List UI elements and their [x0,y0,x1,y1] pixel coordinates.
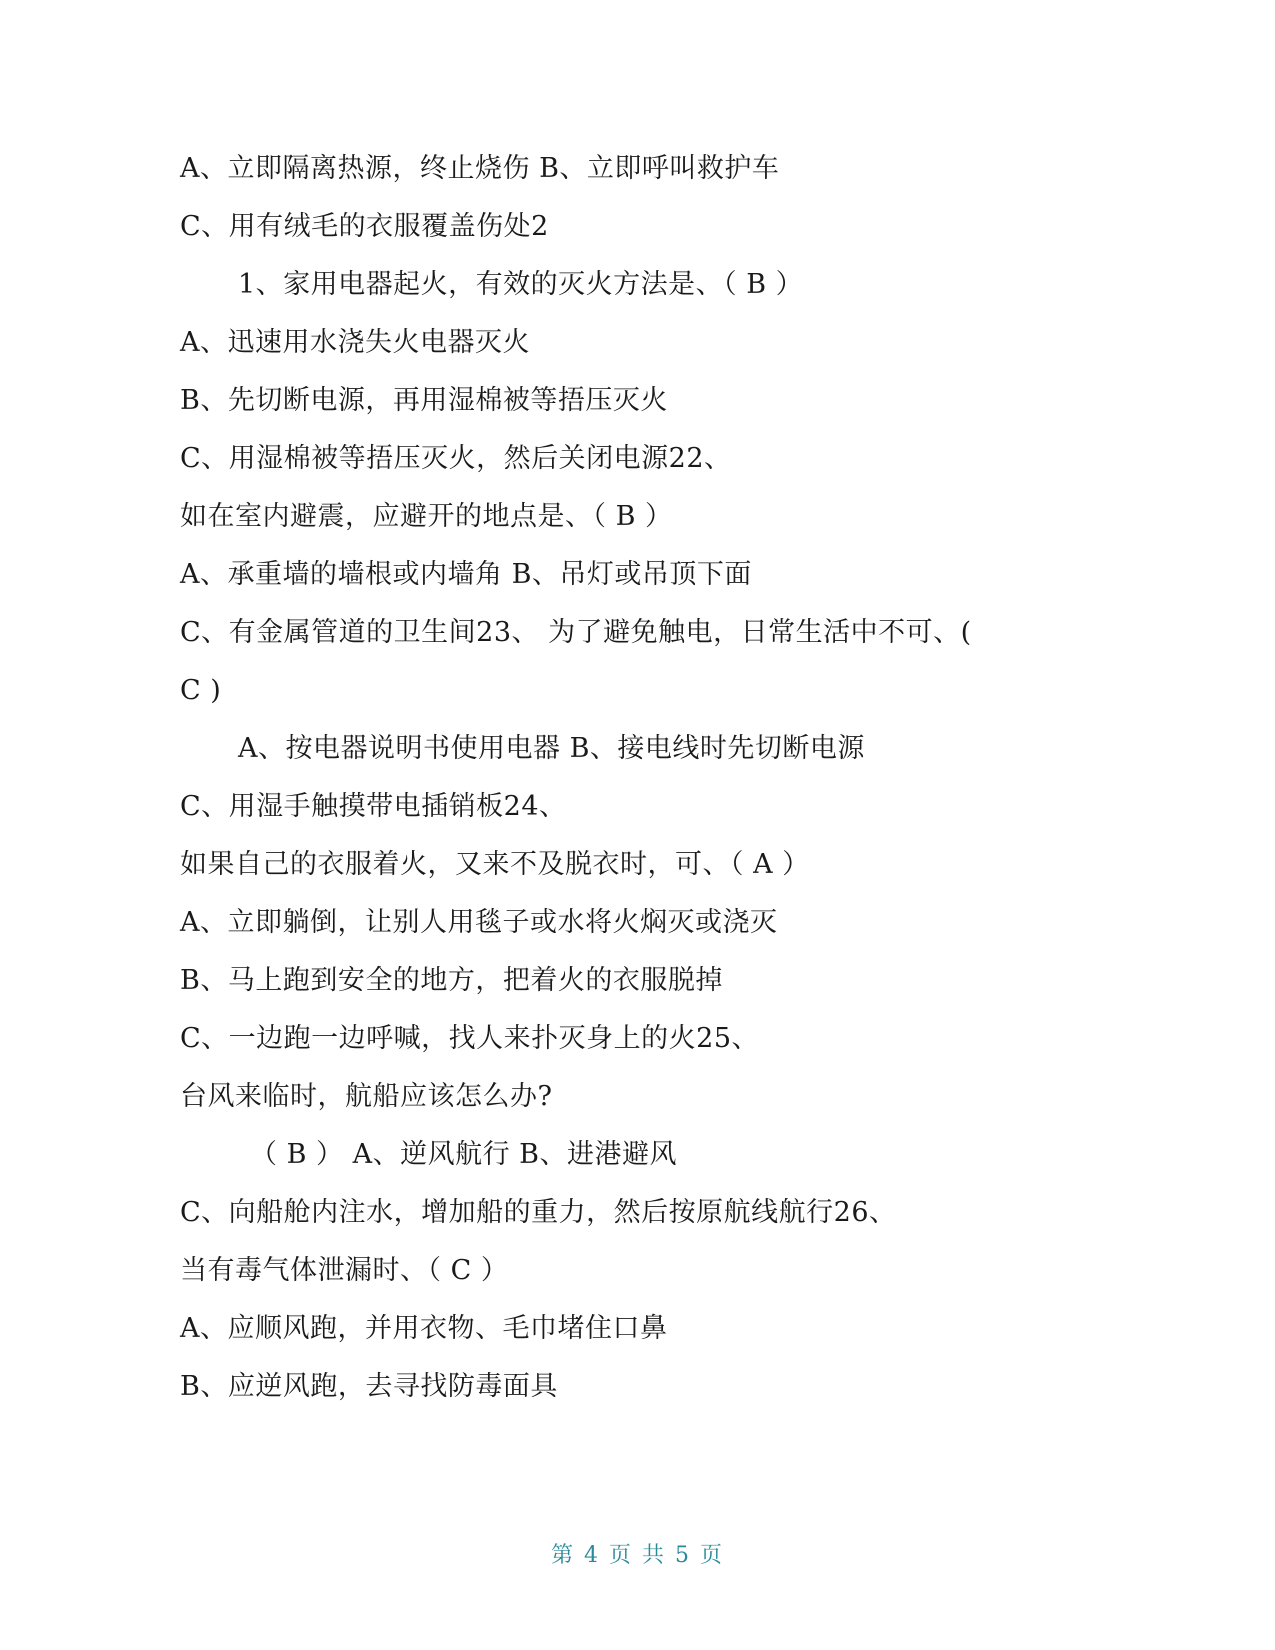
question-line: 如果自己的衣服着火，又来不及脱衣时，可、（ A ） [180,849,810,880]
text-line: B、先切断电源，再用湿棉被等捂压灭火 [180,385,668,416]
question-line: 如在室内避震，应避开的地点是、（ B ） [180,501,673,532]
text-line: A、按电器说明书使用电器 B、接电线时先切断电源 [238,733,865,764]
text-line: A、立即躺倒，让别人用毯子或水将火焖灭或浇灭 [180,907,778,938]
text-line: C、一边跑一边呼喊，找人来扑灭身上的火25、 [180,1023,760,1054]
text-line: C、向船舱内注水，增加船的重力，然后按原航线航行26、 [180,1197,897,1228]
text-line: C、用有绒毛的衣服覆盖伤处2 [180,211,549,242]
text-line: A、迅速用水浇失火电器灭火 [180,327,530,358]
text-line: A、承重墙的墙根或内墙角 B、吊灯或吊顶下面 [180,559,752,590]
text-line: C、有金属管道的卫生间23、 为了避免触电，日常生活中不可、( [180,617,972,648]
question-line: 1、家用电器起火，有效的灭火方法是、（ B ） [238,269,804,300]
text-line: C、用湿手触摸带电插销板24、 [180,791,567,822]
text-line: （ B ） A、逆风航行 B、进港避风 [250,1139,678,1170]
text-line: C ) [180,675,222,706]
text-line: C、用湿棉被等捂压灭火，然后关闭电源22、 [180,443,732,474]
question-line: 当有毒气体泄漏时、（ C ） [180,1255,509,1286]
question-line: 台风来临时，航船应该怎么办? [180,1081,553,1112]
text-line: B、应逆风跑，去寻找防毒面具 [180,1371,558,1402]
text-line: B、马上跑到安全的地方，把着火的衣服脱掉 [180,965,723,996]
document-body [180,140,1080,1416]
text-line: A、立即隔离热源，终止烧伤 B、立即呼叫救护车 [180,153,780,184]
text-line: A、应顺风跑，并用衣物、毛巾堵住口鼻 [180,1313,668,1344]
page-number-footer: 第 4 页 共 5 页 [551,1543,724,1568]
